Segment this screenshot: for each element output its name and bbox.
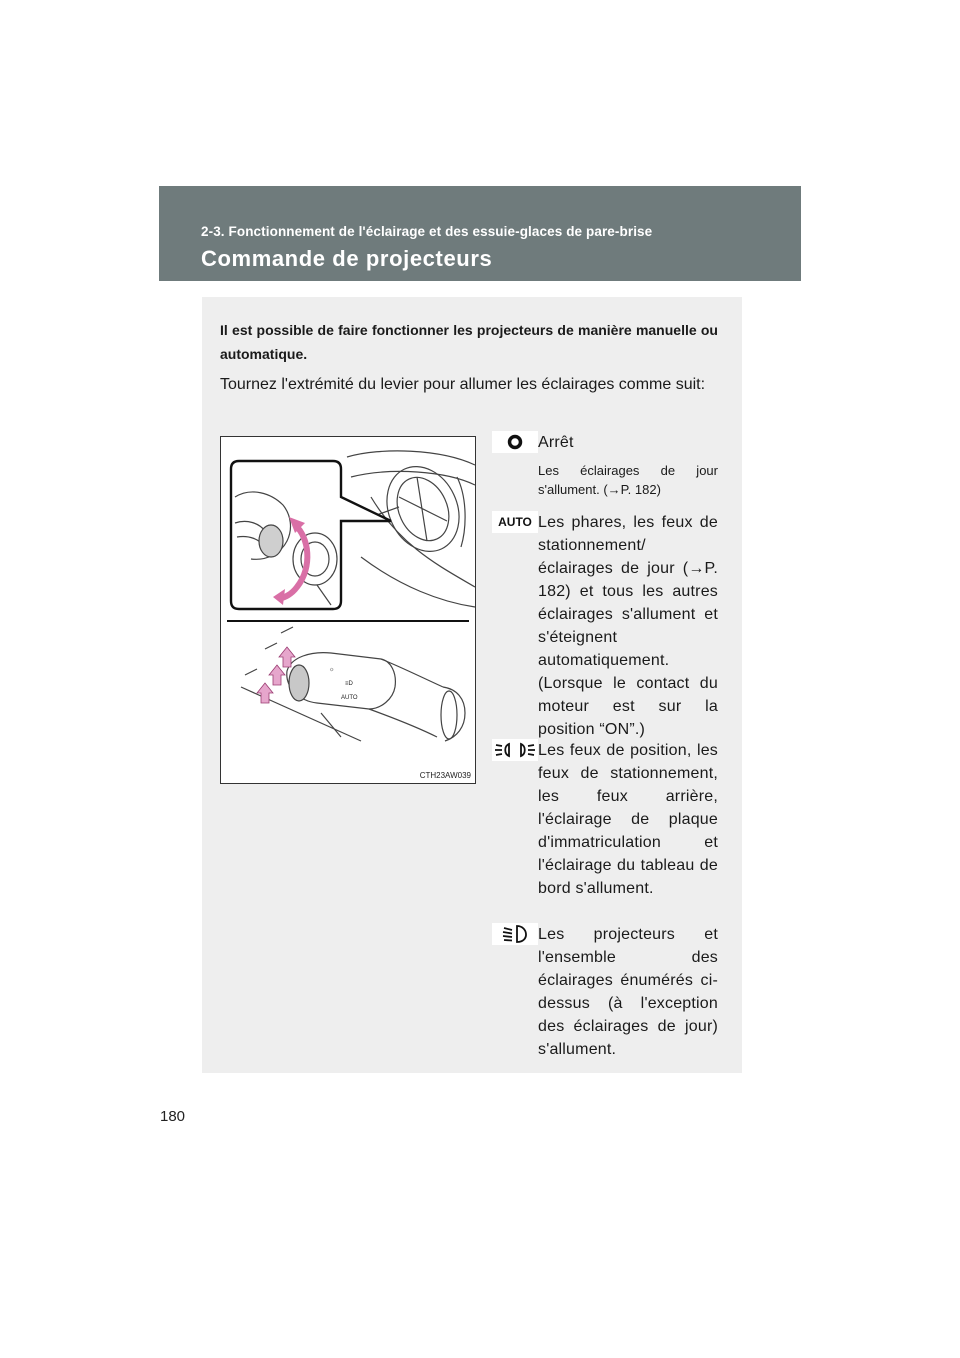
svg-text:☼: ☼ bbox=[329, 667, 335, 673]
figure-code: CTH23AW039 bbox=[419, 771, 471, 780]
entry-auto bbox=[492, 511, 718, 737]
entry-parking-lights bbox=[492, 739, 718, 919]
content-panel bbox=[202, 297, 742, 1073]
off-ring-icon bbox=[492, 431, 538, 453]
entry-off bbox=[492, 431, 718, 511]
page-number: 180 bbox=[160, 1108, 186, 1125]
illustration-drawing bbox=[221, 437, 477, 785]
instruction-text: Tournez l'extrémité du levier pour allumer les éclairages comme suit: bbox=[220, 376, 706, 393]
headlight-icon bbox=[492, 923, 538, 945]
headlight-switch-illustration bbox=[220, 436, 476, 784]
svg-text:AUTO: AUTO bbox=[341, 695, 358, 701]
entry-parking-text: Les feux de position, les feux de stationnement, les feux arrière, l'éclairage de plaque d'immatriculation et l'éclairage du tableau de bord s'allument. bbox=[538, 742, 718, 897]
chapter-header bbox=[159, 186, 801, 281]
entry-off-label: Arrêt bbox=[538, 434, 574, 451]
auto-icon-label: AUTO bbox=[498, 515, 532, 529]
auto-icon bbox=[492, 511, 538, 533]
page-title: Commande de projecteurs bbox=[201, 246, 493, 271]
svg-text:≡D: ≡D bbox=[345, 681, 353, 687]
parking-lights-icon bbox=[492, 739, 538, 761]
section-label: 2-3. Fonctionnement de l'éclairage et des essuie-glaces de pare-brise bbox=[201, 224, 653, 239]
entry-auto-text: Les phares, les feux de stationnement/ éclairages de jour (→P. 182) et tous les autres éclairages s'allument et s'éteignent automatiquement. (Lorsque le contact du moteur est sur la position “ON”.) bbox=[538, 514, 718, 738]
entry-headlights bbox=[492, 923, 718, 1063]
entry-off-note: Les éclairages de jour s'allument. (→P. 182) bbox=[538, 463, 718, 497]
entry-headlights-text: Les projecteurs et l'ensemble des éclairages énumérés ci-dessus (à l'exception des éclairages de jour) s'allument. bbox=[538, 926, 718, 1058]
intro-text: Il est possible de faire fonctionner les projecteurs de manière manuelle ou automatique. bbox=[220, 322, 718, 362]
